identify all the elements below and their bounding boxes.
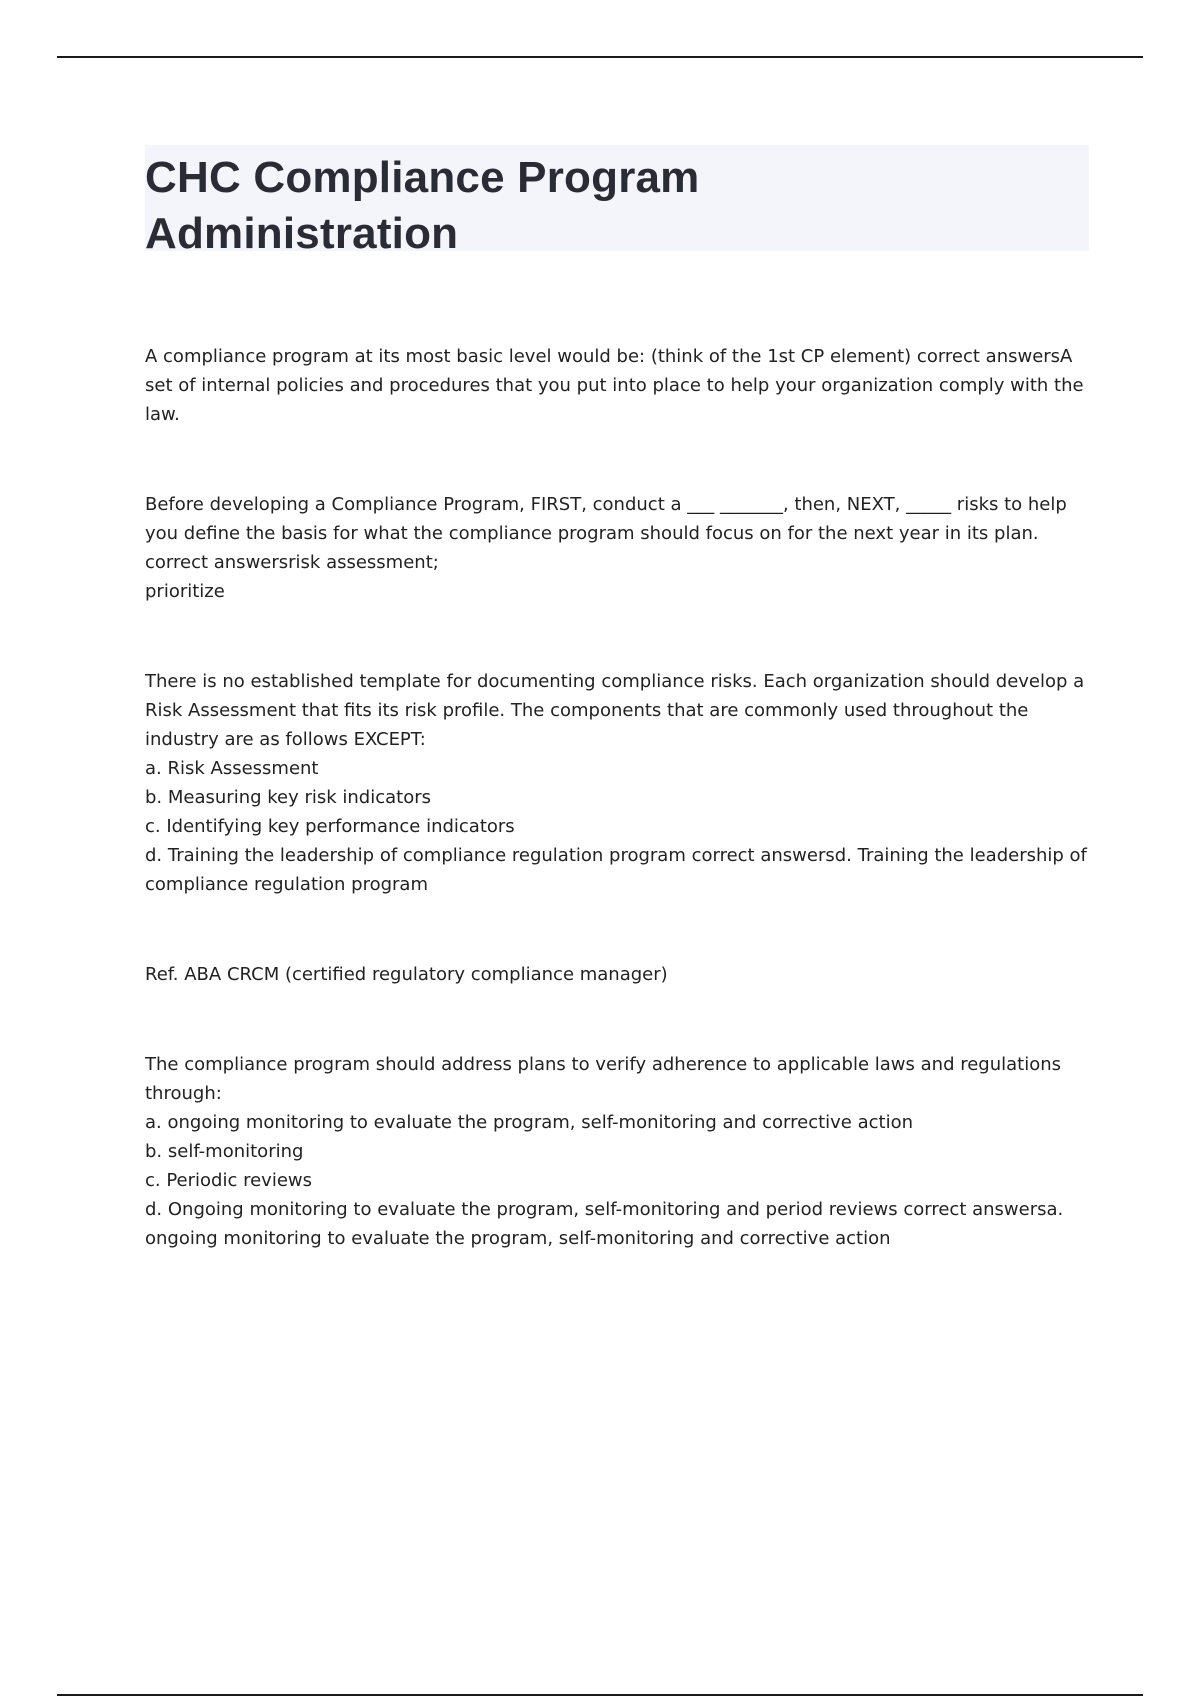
question-3: There is no established template for documenting compliance risks. Each organization should develop a Risk Assessment that fits its risk profile. The components that are commonly used throughout the industry are as follows EXCEPT:	[145, 671, 1085, 750]
question-2: Before developing a Compliance Program, FIRST, conduct a ___ _______, then, NEXT, _____ risks to help you define the basis for what the compliance program should focus on for the next year in its plan. correct answersrisk assessment;	[145, 494, 1067, 573]
document-body	[145, 145, 1089, 1253]
question-4-option-c: c. Periodic reviews	[145, 1170, 312, 1191]
title-line-1: CHC Compliance Program	[145, 153, 700, 202]
title-banner	[145, 145, 1089, 258]
top-rule	[57, 56, 1143, 58]
question-4-option-d: d. Ongoing monitoring to evaluate the program, self-monitoring and period reviews correct answersa. ongoing monitoring to evaluate the program, self-monitoring and corrective action	[145, 1199, 1064, 1249]
bottom-rule	[57, 1694, 1143, 1696]
question-4: The compliance program should address plans to verify adherence to applicable laws and regulations through:	[145, 1054, 1062, 1104]
question-1: A compliance program at its most basic level would be: (think of the 1st CP element) correct answersA set of internal policies and procedures that you put into place to help your organization comply with the law.	[145, 346, 1084, 425]
reference-note: Ref. ABA CRCM (certified regulatory compliance manager)	[145, 964, 668, 985]
qa-list	[145, 342, 1089, 1253]
page-title	[145, 150, 1089, 262]
question-3-option-c: c. Identifying key performance indicators	[145, 816, 515, 837]
question-4-option-b: b. self-monitoring	[145, 1141, 304, 1162]
question-4-option-a: a. ongoing monitoring to evaluate the program, self-monitoring and corrective action	[145, 1112, 914, 1133]
question-3-option-b: b. Measuring key risk indicators	[145, 787, 432, 808]
question-3-option-a: a. Risk Assessment	[145, 758, 319, 779]
question-2-extra: prioritize	[145, 581, 225, 602]
title-line-2: Administration	[145, 209, 459, 258]
question-3-option-d: d. Training the leadership of compliance regulation program correct answersd. Training the leadership of compliance regulation program	[145, 845, 1087, 895]
